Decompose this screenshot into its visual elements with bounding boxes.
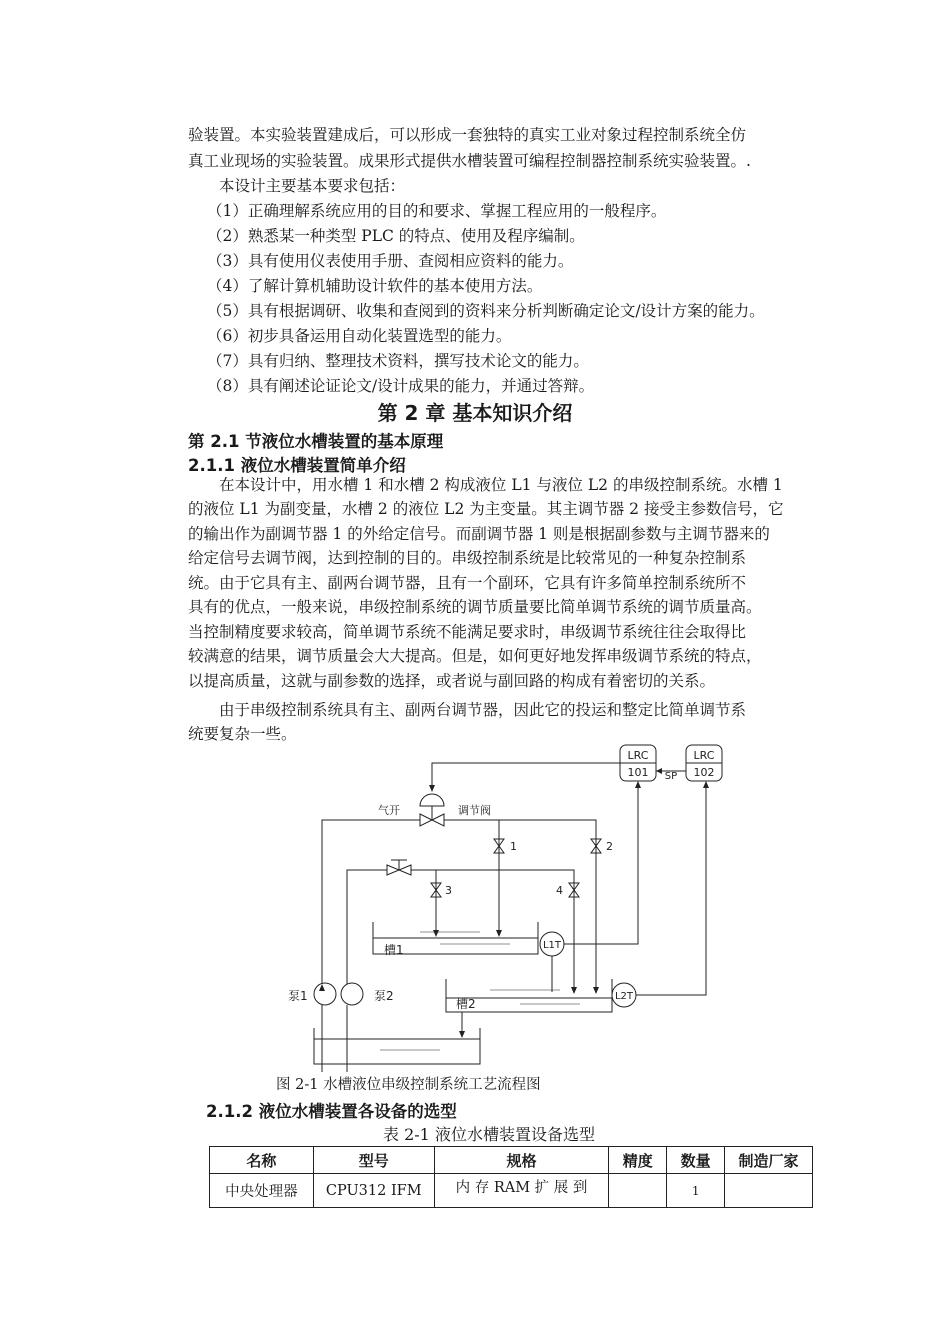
paragraph-line: 当控制精度要求较高，简单调节系统不能满足要求时，串级调节系统往往会取得比 bbox=[188, 623, 747, 641]
paragraph-line: 由于串级控制系统具有主、副两台调节器，因此它的投运和整定比简单调节系 bbox=[219, 701, 747, 719]
lrc-102-number: 102 bbox=[693, 766, 715, 779]
tank-2 bbox=[446, 979, 612, 1012]
requirement-item: （2）熟悉某一种类型 PLC 的特点、使用及程序编制。 bbox=[207, 227, 585, 245]
paragraph-line: 以提高质量，这就与副参数的选择，或者说与副回路的构成有着密切的关系。 bbox=[188, 672, 716, 690]
paragraph-line: 的输出作为副调节器 1 的外给定信号。而副调节器 1 则是根据副参数与主调节器来的 bbox=[188, 525, 770, 543]
lrc-102-label: LRC bbox=[693, 749, 715, 762]
paragraph-line: 给定信号去调节阀，达到控制的目的。串级控制系统是比较常见的一种复杂控制系 bbox=[188, 549, 747, 567]
reservoir-tank bbox=[314, 1028, 480, 1064]
paragraph-line: 在本设计中，用水槽 1 和水槽 2 构成液位 L1 与液位 L2 的串级控制系统。水槽 1 bbox=[219, 476, 783, 494]
pump-2-icon bbox=[341, 983, 363, 1072]
intro-line: 真工业现场的实验装置。成果形式提供水槽装置可编程控制器控制系统实验装置。. bbox=[188, 152, 751, 170]
valve-1-label: 1 bbox=[510, 840, 517, 853]
control-valve-label: 调节阀 bbox=[458, 804, 491, 817]
hand-valve-icon bbox=[387, 860, 411, 875]
table-header-row bbox=[210, 1147, 813, 1174]
requirement-item: （1）正确理解系统应用的目的和要求、掌握工程应用的一般程序。 bbox=[207, 202, 667, 220]
section-title: 第 2.1 节液位水槽装置的基本原理 bbox=[188, 432, 444, 451]
intro-line: 验装置。本实验装置建成后，可以形成一套独特的真实工业对象过程控制系统全仿 bbox=[188, 126, 747, 144]
requirement-item: （5）具有根据调研、收集和查阅到的资料来分析判断确定论文/设计方案的能力。 bbox=[207, 302, 765, 320]
subsection-title: 2.1.2 液位水槽装置各设备的选型 bbox=[206, 1102, 457, 1121]
valve-2-label: 2 bbox=[606, 840, 613, 853]
tank-1 bbox=[373, 922, 538, 957]
tank-1-label: 槽1 bbox=[384, 943, 404, 957]
svg-text:L2T: L2T bbox=[614, 991, 634, 1002]
figure-caption: 图 2-1 水槽液位串级控制系统工艺流程图 bbox=[276, 1077, 541, 1093]
equipment-table bbox=[209, 1146, 813, 1208]
column-header: 制造厂家 bbox=[725, 1147, 813, 1174]
l1t-transmitter bbox=[540, 932, 564, 956]
column-header: 数量 bbox=[667, 1147, 725, 1174]
requirement-item: （6）初步具备运用自动化装置选型的能力。 bbox=[207, 327, 512, 345]
tank-2-label: 槽2 bbox=[456, 997, 476, 1011]
l2t-transmitter bbox=[612, 983, 636, 1007]
lrc-101-number: 101 bbox=[627, 766, 649, 779]
air-open-label: 气开 bbox=[378, 804, 400, 817]
table-row bbox=[210, 1174, 813, 1208]
paragraph-line: 较满意的结果，调节质量会大大提高。但是，如何更好地发挥串级调节系统的特点， bbox=[188, 647, 762, 665]
subsection-title: 2.1.1 液位水槽装置简单介绍 bbox=[188, 456, 406, 475]
pump-1-label: 泵1 bbox=[288, 989, 308, 1003]
lrc-101-label: LRC bbox=[627, 749, 649, 762]
pump-2-label: 泵2 bbox=[374, 989, 394, 1003]
lrc-102-controller bbox=[686, 745, 722, 781]
paragraph-line: 统。由于它具有主、副两台调节器，且有一个副环，它具有许多简单控制系统所不 bbox=[188, 574, 747, 592]
column-header: 规格 bbox=[434, 1147, 609, 1174]
process-flow-diagram bbox=[270, 742, 770, 1072]
valve-4-label: 4 bbox=[556, 884, 563, 897]
requirement-item: （4）了解计算机辅助设计软件的基本使用方法。 bbox=[207, 277, 543, 295]
column-header: 型号 bbox=[313, 1147, 434, 1174]
paragraph-line: 的液位 L1 为副变量，水槽 2 的液位 L2 为主变量。其主调节器 2 接受主参数信号，它 bbox=[188, 500, 784, 518]
column-header: 精度 bbox=[609, 1147, 667, 1174]
table-caption: 表 2-1 液位水槽装置设备选型 bbox=[383, 1125, 595, 1144]
control-valve-icon bbox=[420, 794, 444, 826]
table-cell bbox=[609, 1174, 667, 1208]
paragraph-line: 具有的优点，一般来说，串级控制系统的调节质量要比简单调节系统的调节质量高。 bbox=[188, 598, 762, 616]
table-cell: 中央处理器 bbox=[210, 1174, 314, 1208]
valve-3-label: 3 bbox=[445, 884, 452, 897]
paragraph-line: 统要复杂一些。 bbox=[188, 725, 297, 743]
column-header: 名称 bbox=[210, 1147, 314, 1174]
requirement-item: （8）具有阐述论证论文/设计成果的能力，并通过答辩。 bbox=[207, 377, 595, 395]
table-cell: 1 bbox=[667, 1174, 725, 1208]
requirements-lead: 本设计主要基本要求包括： bbox=[219, 177, 406, 195]
sp-label: SP bbox=[664, 771, 678, 782]
table-cell: 内 存 RAM 扩 展 到 bbox=[434, 1174, 609, 1208]
requirement-item: （7）具有归纳、整理技术资料，撰写技术论文的能力。 bbox=[207, 352, 589, 370]
chapter-title: 第 2 章 基本知识介绍 bbox=[377, 401, 573, 425]
table-cell: CPU312 IFM bbox=[313, 1174, 434, 1208]
pump-1-icon bbox=[314, 983, 336, 1072]
svg-text:L1T: L1T bbox=[542, 940, 562, 951]
table-cell bbox=[725, 1174, 813, 1208]
requirement-item: （3）具有使用仪表使用手册、查阅相应资料的能力。 bbox=[207, 252, 574, 270]
